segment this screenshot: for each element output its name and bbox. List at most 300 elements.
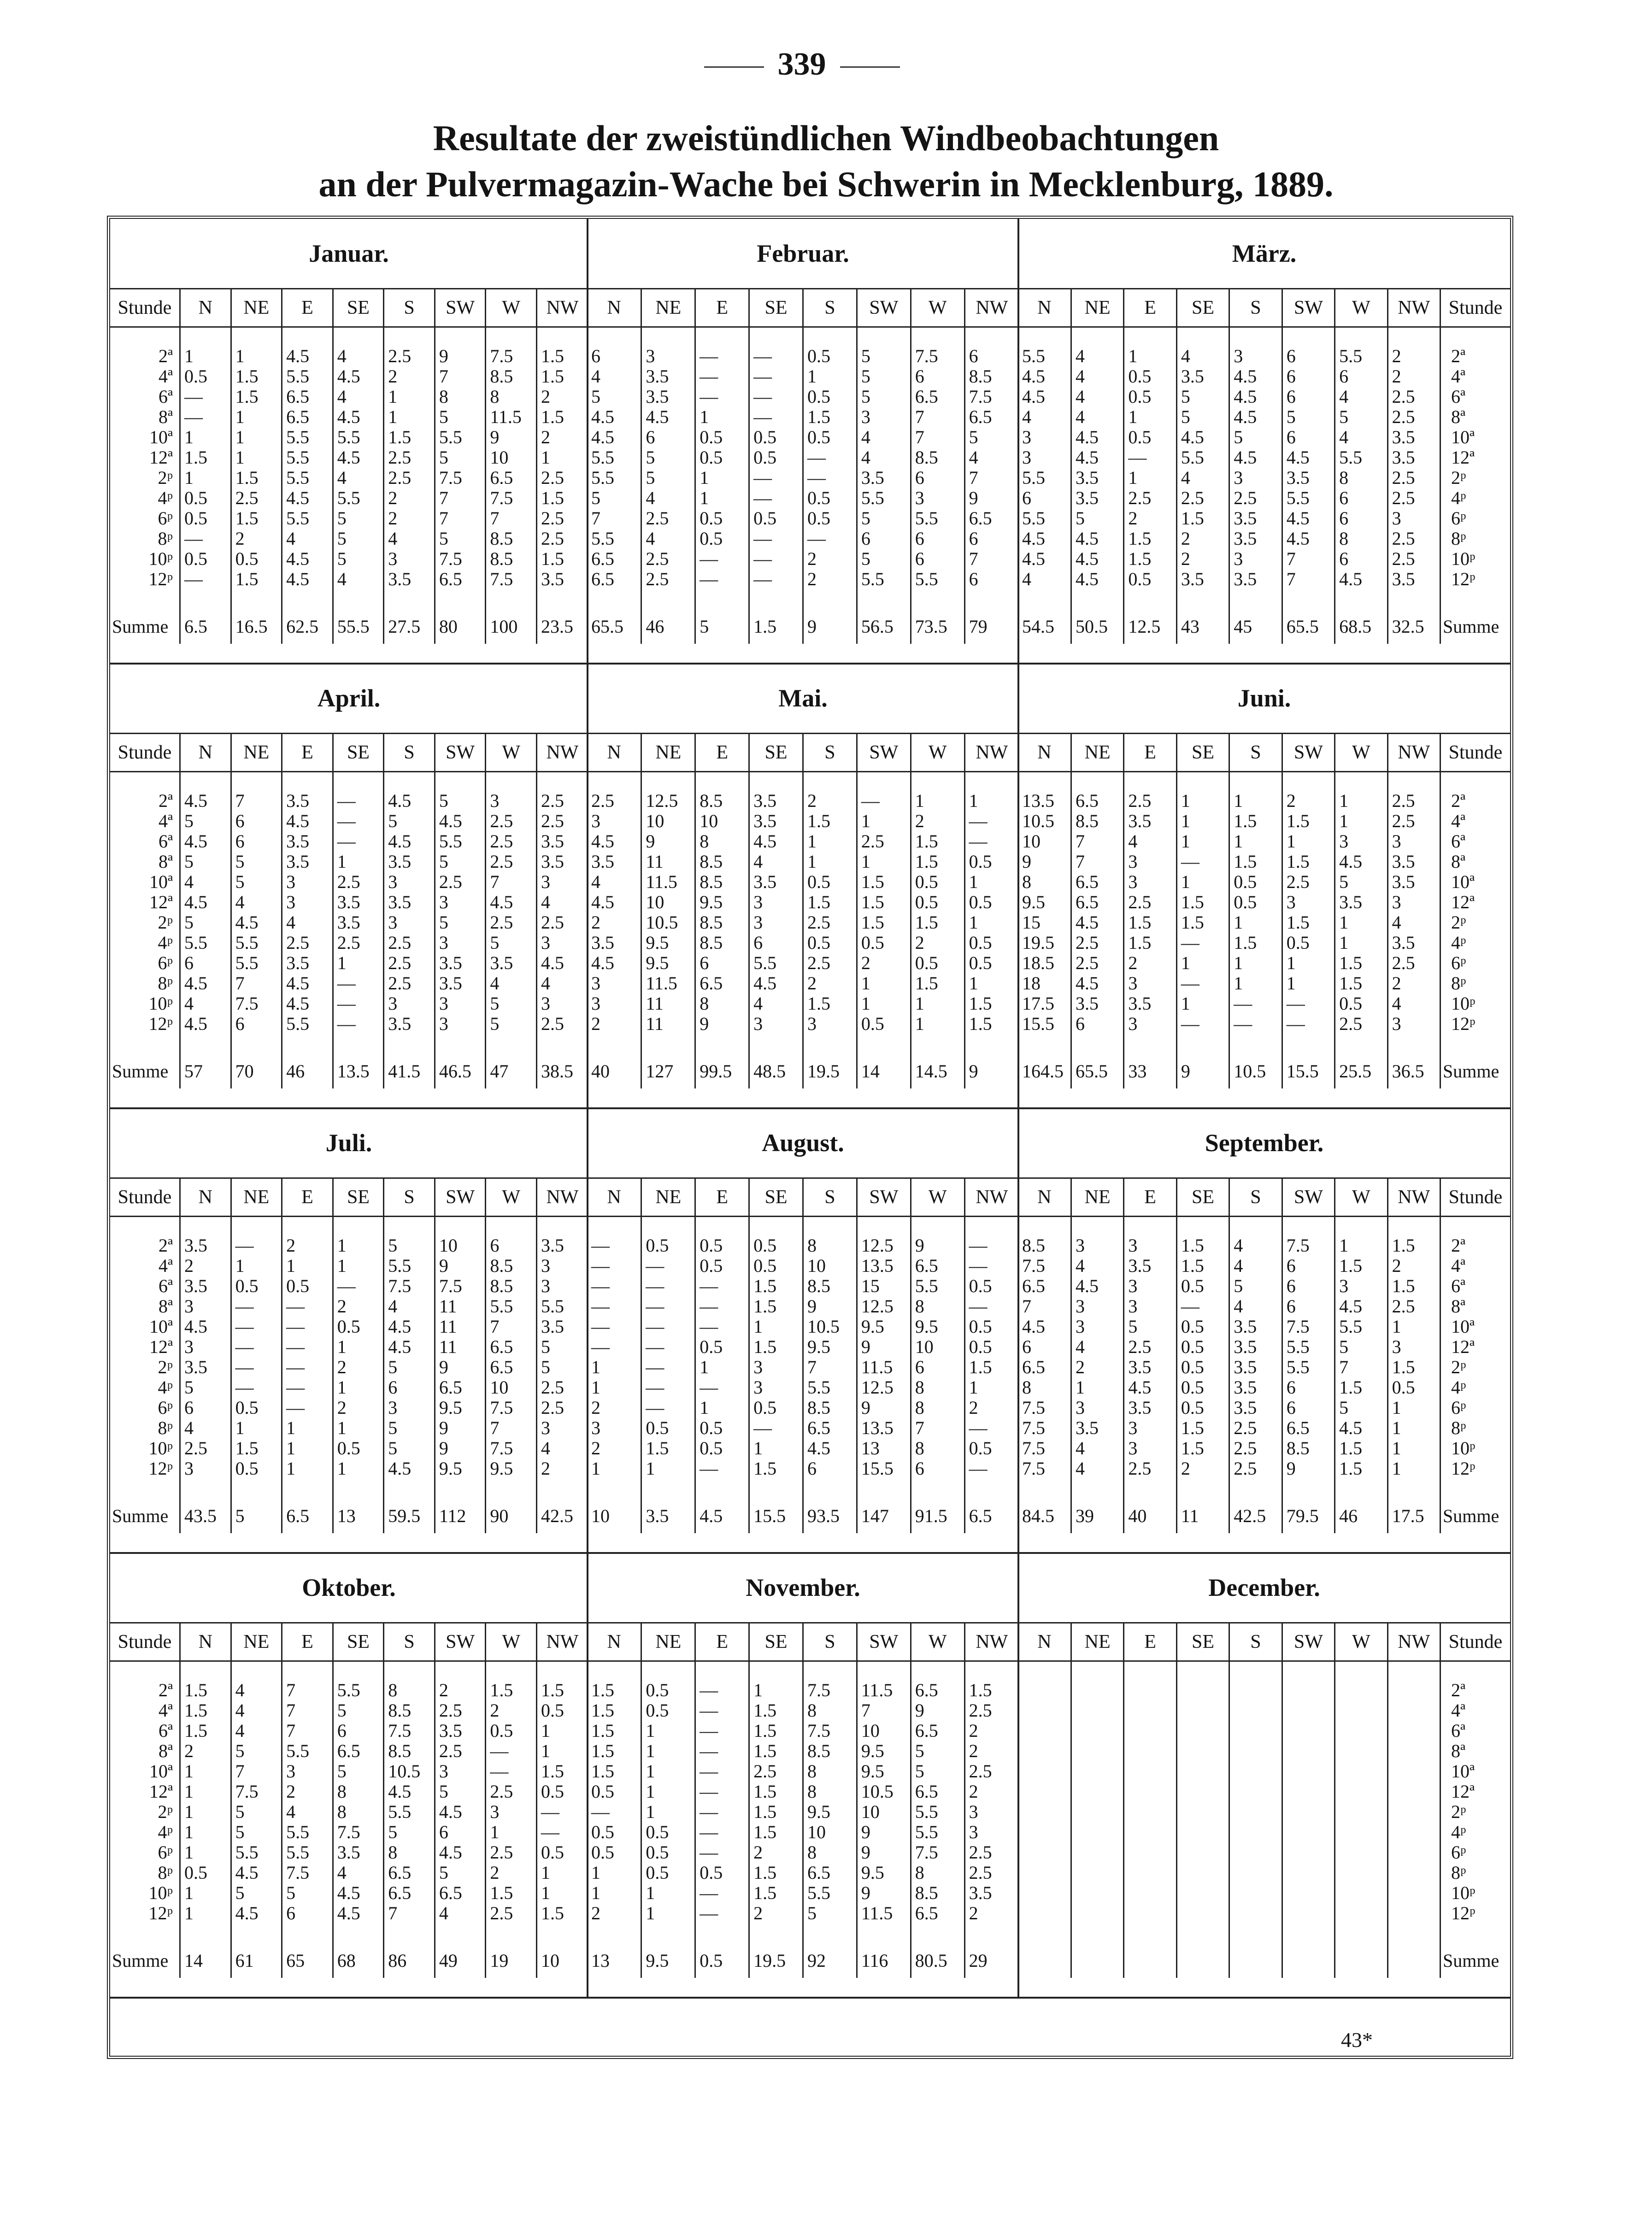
direction-header: SW <box>857 289 911 327</box>
value-cell: 3.5 <box>384 892 435 912</box>
value-cell: 1 <box>180 1903 231 1923</box>
hour-label: 2ᵖ <box>1451 1357 1466 1377</box>
value-cell: — <box>695 1317 749 1337</box>
value-cell: 1 <box>1335 811 1387 831</box>
value-cell: 1 <box>231 1418 282 1438</box>
value-cell: 2.5 <box>541 508 564 529</box>
value-cell: 5.5 <box>384 1802 435 1822</box>
value-cell: 1 <box>1176 872 1229 892</box>
table-row <box>1018 1842 1510 1863</box>
value-cell: 1.5 <box>1229 811 1282 831</box>
table-row <box>1018 1761 1510 1782</box>
value-cell: 3 <box>1124 1418 1176 1438</box>
value-cell: 2.5 <box>1282 872 1335 892</box>
table-row <box>1018 973 1510 994</box>
value-cell: 0.5 <box>803 933 857 953</box>
table-row <box>588 1296 1018 1317</box>
sum-cell: 50.5 <box>1071 610 1123 644</box>
value-cell: 1 <box>180 468 231 488</box>
value-cell: 5.5 <box>857 488 911 508</box>
value-cell: 1.5 <box>1387 1235 1440 1256</box>
spacer-cell <box>1335 589 1387 610</box>
value-cell: 3 <box>749 892 803 912</box>
spacer-cell <box>749 1217 803 1236</box>
direction-header: SE <box>749 1623 803 1661</box>
value-cell: 5 <box>231 872 282 892</box>
value-cell: 1.5 <box>749 1822 803 1842</box>
value-cell: 0.5 <box>231 1276 282 1296</box>
value-cell: 7.5 <box>282 1863 333 1883</box>
table-row <box>110 1741 588 1761</box>
value-cell: 0.5 <box>969 852 992 872</box>
spacer-cell <box>911 1479 964 1499</box>
value-cell: 0.5 <box>1229 892 1282 912</box>
value-cell: 11 <box>641 852 695 872</box>
value-cell: 5.5 <box>1176 447 1229 468</box>
table-row <box>588 1842 1018 1863</box>
direction-header: W <box>911 1623 964 1661</box>
value-cell: 4.5 <box>588 831 641 852</box>
value-cell: — <box>969 1296 988 1317</box>
value-cell: 4.5 <box>282 811 333 831</box>
value-cell: 4.5 <box>384 1317 435 1337</box>
table-row <box>1018 1822 1510 1842</box>
value-cell: 8 <box>333 1782 384 1802</box>
table-row <box>110 488 588 508</box>
month-name: August. <box>762 1129 844 1157</box>
value-cell: 7.5 <box>384 1276 435 1296</box>
value-cell: 0.5 <box>641 1680 695 1700</box>
table-row <box>588 791 1018 811</box>
hour-label: 2ª <box>110 346 180 366</box>
value-cell: 2 <box>1124 953 1176 973</box>
direction-header: E <box>695 1623 749 1661</box>
value-cell: 3 <box>1071 1398 1123 1418</box>
month-block <box>1018 1108 1510 1553</box>
value-cell: 1.5 <box>1387 1276 1440 1296</box>
sum-cell: 9 <box>969 1061 978 1082</box>
value-cell: 0.5 <box>969 1337 992 1357</box>
value-cell <box>1176 1680 1229 1700</box>
value-cell: 8.5 <box>911 1883 964 1903</box>
table-row <box>588 994 1018 1014</box>
value-cell: 5 <box>231 1883 282 1903</box>
value-cell: 3 <box>969 1802 978 1822</box>
sum-row <box>588 610 1018 644</box>
value-cell: 5 <box>857 346 911 366</box>
value-cell: 1 <box>1387 1459 1440 1479</box>
direction-header: SW <box>857 734 911 772</box>
sum-cell: 59.5 <box>384 1499 435 1533</box>
sum-cell: 65.5 <box>588 610 641 644</box>
value-cell: 3.5 <box>1071 1418 1123 1438</box>
value-cell: 7 <box>588 508 641 529</box>
value-cell: — <box>588 1317 641 1337</box>
value-cell: 6 <box>282 1903 333 1923</box>
spacer-cell <box>1282 1034 1335 1054</box>
table-row <box>1018 1337 1510 1357</box>
sum-cell: 9.5 <box>641 1944 695 1978</box>
sum-cell <box>1071 1944 1123 1978</box>
value-cell: — <box>1229 994 1282 1014</box>
value-cell: 4 <box>1229 1296 1282 1317</box>
hour-label: 10ª <box>110 872 180 892</box>
hour-column-header: Stunde <box>1440 1178 1511 1217</box>
value-cell: 2.5 <box>1124 1337 1176 1357</box>
spacer-cell <box>1018 1034 1071 1054</box>
month-table <box>110 288 588 644</box>
table-row <box>1018 1782 1510 1802</box>
sum-cell: 33 <box>1124 1054 1176 1088</box>
table-row <box>588 1317 1018 1337</box>
value-cell: 1 <box>641 1782 695 1802</box>
value-cell: 4.5 <box>1229 387 1282 407</box>
value-cell: 7 <box>969 549 978 569</box>
hour-label: 6ª <box>1451 387 1466 407</box>
spacer-row <box>110 589 588 610</box>
spacer-cell <box>1124 1479 1176 1499</box>
sum-cell <box>1018 1944 1071 1978</box>
value-cell: 3 <box>180 1459 231 1479</box>
value-cell: 8.5 <box>486 1276 537 1296</box>
spacer-cell <box>1440 1923 1511 1944</box>
value-cell: 9 <box>435 346 486 366</box>
table-row <box>1018 366 1510 387</box>
value-cell <box>1335 1883 1387 1903</box>
table-row <box>110 569 588 589</box>
value-cell: 2 <box>384 488 435 508</box>
hour-label: 4ª <box>1451 1256 1466 1276</box>
value-cell: 2 <box>541 427 550 447</box>
value-cell: 7 <box>1335 1357 1387 1377</box>
month-name: Oktober. <box>302 1574 396 1601</box>
sum-cell: 86 <box>384 1944 435 1978</box>
value-cell: 5 <box>333 1761 384 1782</box>
direction-header: E <box>282 289 333 327</box>
value-cell: 0.5 <box>749 427 803 447</box>
sum-cell: 54.5 <box>1018 610 1071 644</box>
value-cell: 5.5 <box>282 447 333 468</box>
value-cell: 6 <box>911 549 964 569</box>
month-table <box>110 733 588 1088</box>
hour-label: 8ª <box>110 852 180 872</box>
value-cell <box>1071 1721 1123 1741</box>
hour-label: 12ᵖ <box>110 1903 180 1923</box>
value-cell: 6 <box>749 933 803 953</box>
table-row <box>110 852 588 872</box>
value-cell: 6.5 <box>911 1721 964 1741</box>
spacer-cell <box>1282 589 1335 610</box>
value-cell: 1 <box>641 1883 695 1903</box>
value-cell: 1 <box>1071 1377 1123 1398</box>
value-cell: 7.5 <box>969 387 992 407</box>
value-cell: 4 <box>1071 407 1123 427</box>
sum-cell: 14.5 <box>911 1054 964 1088</box>
value-cell: 3 <box>541 1276 550 1296</box>
value-cell: 1.5 <box>749 1782 803 1802</box>
value-cell: 3 <box>282 892 333 912</box>
value-cell: 2 <box>911 933 964 953</box>
spacer-cell <box>1282 1217 1335 1236</box>
spacer-cell <box>1071 1479 1123 1499</box>
value-cell: 6.5 <box>911 1782 964 1802</box>
sum-cell: 0.5 <box>695 1944 749 1978</box>
value-cell: 3.5 <box>1229 1317 1282 1337</box>
hour-label: 2ª <box>1451 1235 1466 1256</box>
spacer-cell <box>1387 589 1440 610</box>
value-cell: 0.5 <box>1282 933 1335 953</box>
value-cell: 4.5 <box>749 973 803 994</box>
direction-header: NW <box>536 289 588 327</box>
value-cell: 6 <box>231 811 282 831</box>
value-cell: 5.5 <box>1335 346 1387 366</box>
spacer-cell <box>486 1479 537 1499</box>
spacer-cell <box>1387 1217 1440 1236</box>
value-cell: 4.5 <box>1335 852 1387 872</box>
value-cell: — <box>695 1903 749 1923</box>
table-row <box>588 912 1018 933</box>
value-cell: 4.5 <box>588 892 641 912</box>
value-cell: 8.5 <box>384 1741 435 1761</box>
sum-cell: 65.5 <box>1282 610 1335 644</box>
value-cell: 2 <box>1282 791 1335 811</box>
value-cell: — <box>749 407 803 427</box>
spacer-cell <box>110 589 180 610</box>
hour-label: 6ª <box>110 1276 180 1296</box>
value-cell: 1 <box>641 1741 695 1761</box>
value-cell: 1 <box>282 1256 333 1276</box>
value-cell: — <box>1176 933 1229 953</box>
value-cell: 0.5 <box>695 427 749 447</box>
direction-header: E <box>1124 289 1176 327</box>
value-cell: — <box>641 1256 695 1276</box>
value-cell: 1 <box>1387 1418 1440 1438</box>
value-cell: 6 <box>911 468 964 488</box>
value-cell <box>1018 1903 1071 1923</box>
value-cell: 0.5 <box>641 1700 695 1721</box>
spacer-cell <box>641 327 695 347</box>
value-cell: 2.5 <box>749 1761 803 1782</box>
spacer-cell <box>1440 1034 1511 1054</box>
spacer-cell <box>588 1661 641 1681</box>
value-cell: 1.5 <box>1387 1357 1440 1377</box>
table-row <box>588 811 1018 831</box>
table-row <box>1018 1802 1510 1822</box>
sum-cell: 42.5 <box>541 1506 573 1526</box>
value-cell: 7.5 <box>803 1721 857 1741</box>
value-cell: 8 <box>1018 1377 1071 1398</box>
value-cell: 3 <box>1387 1337 1440 1357</box>
value-cell: 0.5 <box>180 549 231 569</box>
hour-label: 6ᵖ <box>1451 1398 1466 1418</box>
spacer-cell <box>435 1479 486 1499</box>
value-cell: 3 <box>1124 1235 1176 1256</box>
value-cell <box>1229 1863 1282 1883</box>
value-cell: 5 <box>1335 407 1387 427</box>
value-cell: 2.5 <box>1176 488 1229 508</box>
value-cell: 4 <box>1071 366 1123 387</box>
value-cell: 8 <box>333 1802 384 1822</box>
table-row <box>110 1822 588 1842</box>
direction-header: N <box>180 289 231 327</box>
value-cell: 5 <box>231 1741 282 1761</box>
value-cell: 3.5 <box>1387 427 1440 447</box>
table-row <box>110 872 588 892</box>
value-cell: 0.5 <box>1176 1357 1229 1377</box>
value-cell: 4 <box>749 994 803 1014</box>
value-cell: 6 <box>911 529 964 549</box>
value-cell: 3.5 <box>384 1014 435 1034</box>
month-block <box>1018 1553 1510 1998</box>
value-cell: 5.5 <box>1018 508 1071 529</box>
value-cell: 5 <box>180 1377 231 1398</box>
value-cell: 5.5 <box>588 529 641 549</box>
table-row <box>588 1782 1018 1802</box>
value-cell: 6 <box>1282 1276 1335 1296</box>
table-row <box>588 1377 1018 1398</box>
value-cell: — <box>231 1317 282 1337</box>
value-cell: 1.5 <box>749 1741 803 1761</box>
direction-header: N <box>180 1178 231 1217</box>
sum-cell: 6.5 <box>969 1506 992 1526</box>
value-cell: 1 <box>1282 973 1335 994</box>
value-cell: 3.5 <box>1335 892 1387 912</box>
value-cell: 0.5 <box>1176 1398 1229 1418</box>
value-cell: 1.5 <box>1176 892 1229 912</box>
value-cell: — <box>282 1377 333 1398</box>
direction-header: S <box>1229 1178 1282 1217</box>
table-row <box>588 1761 1018 1782</box>
sum-cell: 100 <box>486 610 537 644</box>
table-row <box>1018 387 1510 407</box>
value-cell: 1 <box>231 1256 282 1276</box>
hour-label: 4ᵖ <box>110 1822 180 1842</box>
sum-cell: 127 <box>641 1054 695 1088</box>
spacer-cell <box>231 772 282 791</box>
value-cell: 5 <box>541 1337 550 1357</box>
value-cell: 2.5 <box>486 912 537 933</box>
value-cell: 6 <box>1282 427 1335 447</box>
value-cell <box>1229 1761 1282 1782</box>
spacer-cell <box>911 1217 964 1236</box>
value-cell: 2.5 <box>333 872 384 892</box>
sum-cell: 13 <box>588 1944 641 1978</box>
value-cell: 2.5 <box>180 1438 231 1459</box>
value-cell <box>1282 1903 1335 1923</box>
spacer-cell <box>282 1479 333 1499</box>
value-cell: — <box>803 529 857 549</box>
table-row <box>1018 1863 1510 1883</box>
value-cell: 0.5 <box>803 872 857 892</box>
spacer-cell <box>803 1217 857 1236</box>
spacer-cell <box>435 1034 486 1054</box>
direction-header: SE <box>1176 1178 1229 1217</box>
value-cell: 3.5 <box>641 387 695 407</box>
spacer-cell <box>1176 327 1229 347</box>
value-cell: — <box>1229 1014 1282 1034</box>
sum-cell: 70 <box>231 1054 282 1088</box>
value-cell: 2.5 <box>384 973 435 994</box>
value-cell: 3 <box>1071 1317 1123 1337</box>
value-cell: 5.5 <box>282 508 333 529</box>
direction-header: SE <box>749 289 803 327</box>
value-cell <box>1018 1721 1071 1741</box>
value-cell: — <box>749 1418 803 1438</box>
table-row <box>110 1418 588 1438</box>
table-row <box>1018 1418 1510 1438</box>
value-cell: 1 <box>231 447 282 468</box>
spacer-cell <box>1282 772 1335 791</box>
spacer-cell <box>588 1479 641 1499</box>
value-cell: 2.5 <box>486 811 537 831</box>
value-cell: 8.5 <box>486 529 537 549</box>
value-cell: — <box>541 1802 559 1822</box>
value-cell <box>1229 1802 1282 1822</box>
direction-header: NE <box>641 734 695 772</box>
table-row <box>110 1357 588 1377</box>
value-cell: 3 <box>435 1014 486 1034</box>
value-cell: 4.5 <box>1071 569 1123 589</box>
value-cell: 5.5 <box>588 468 641 488</box>
spacer-cell <box>110 1661 180 1681</box>
direction-header: NW <box>536 734 588 772</box>
value-cell: 1.5 <box>588 1680 641 1700</box>
sum-row <box>110 1054 588 1088</box>
spacer-cell <box>384 327 435 347</box>
value-cell: 10 <box>857 1721 911 1741</box>
value-cell: 0.5 <box>857 933 911 953</box>
value-cell: 3.5 <box>1387 569 1440 589</box>
value-cell: 1.5 <box>541 366 564 387</box>
value-cell: 4 <box>435 1903 486 1923</box>
spacer-cell <box>384 1479 435 1499</box>
value-cell: 3.5 <box>282 953 333 973</box>
value-cell: 9 <box>486 427 537 447</box>
spacer-cell <box>695 1923 749 1944</box>
value-cell: 2.5 <box>384 953 435 973</box>
value-cell: 5.5 <box>911 1802 964 1822</box>
direction-header: N <box>180 734 231 772</box>
value-cell: 4 <box>588 872 641 892</box>
sum-cell: 5 <box>695 610 749 644</box>
sum-cell: 15.5 <box>1282 1054 1335 1088</box>
spacer-cell <box>1229 327 1282 347</box>
value-cell <box>1387 1802 1440 1822</box>
value-cell <box>1229 1782 1282 1802</box>
value-cell: — <box>641 1276 695 1296</box>
table-row <box>588 973 1018 994</box>
value-cell: 8 <box>911 1377 964 1398</box>
table-row <box>110 1782 588 1802</box>
value-cell: 3 <box>1387 892 1440 912</box>
value-cell: 8 <box>803 1761 857 1782</box>
table-row <box>588 1883 1018 1903</box>
value-cell: 8 <box>435 387 486 407</box>
value-cell: 4.5 <box>384 831 435 852</box>
value-cell: 7 <box>486 872 537 892</box>
value-cell <box>1387 1842 1440 1863</box>
value-cell: 1 <box>333 953 384 973</box>
table-row <box>110 1296 588 1317</box>
value-cell: 5.5 <box>435 427 486 447</box>
sum-cell: 49 <box>435 1944 486 1978</box>
sum-cell: 9 <box>1176 1054 1229 1088</box>
value-cell: 8.5 <box>1018 1235 1071 1256</box>
hour-label: 10ª <box>1451 1761 1475 1782</box>
spacer-cell <box>857 1479 911 1499</box>
value-cell: 6.5 <box>384 1883 435 1903</box>
value-cell: 4 <box>180 994 231 1014</box>
